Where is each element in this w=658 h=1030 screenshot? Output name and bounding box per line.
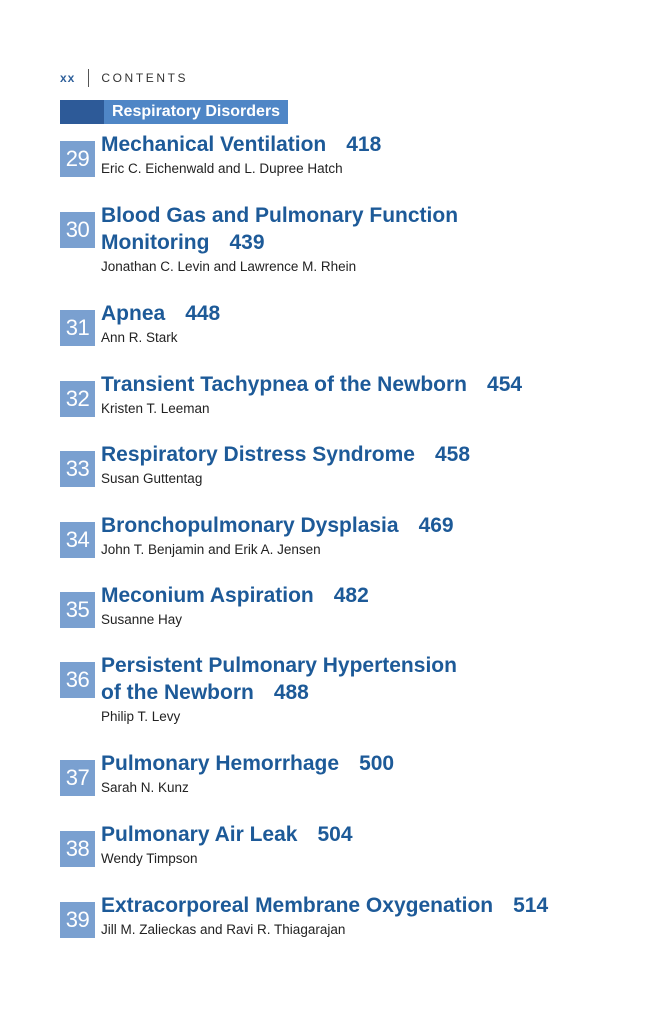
- chapter-body: [101, 512, 621, 559]
- chapter-number-badge: 37: [60, 760, 95, 796]
- chapter-page-number: 504: [317, 823, 353, 846]
- chapter-title-line: Mechanical Ventilation: [101, 133, 327, 156]
- chapter-title[interactable]: [101, 821, 621, 848]
- chapter-title-line: Respiratory Distress Syndrome: [101, 443, 415, 466]
- chapter-authors: Jonathan C. Levin and Lawrence M. Rhein: [101, 259, 357, 274]
- chapter-page-number: 454: [487, 373, 523, 396]
- chapter-authors: Ann R. Stark: [101, 330, 178, 345]
- chapter-number-badge: 31: [60, 310, 95, 346]
- chapter-number-badge: 34: [60, 522, 95, 558]
- chapter-number-badge: 35: [60, 592, 95, 628]
- chapter-body: [101, 750, 621, 797]
- chapter-title[interactable]: [101, 652, 621, 706]
- chapter-authors: Kristen T. Leeman: [101, 401, 210, 416]
- chapter-title[interactable]: [101, 582, 621, 609]
- header-label: CONTENTS: [101, 71, 189, 85]
- chapter-title[interactable]: [101, 892, 621, 919]
- chapter-body: [101, 202, 621, 276]
- chapter-body: [101, 300, 621, 347]
- running-head: [60, 68, 188, 88]
- chapter-page-number: 418: [346, 133, 382, 156]
- chapter-body: [101, 371, 621, 418]
- chapter-title[interactable]: [101, 750, 621, 777]
- chapter-title-line: Blood Gas and Pulmonary Function: [101, 204, 459, 227]
- chapter-number-badge: 36: [60, 662, 95, 698]
- chapter-title-line: Meconium Aspiration: [101, 584, 314, 607]
- chapter-page-number: 439: [229, 231, 265, 254]
- chapter-authors: Sarah N. Kunz: [101, 780, 189, 795]
- chapter-title-line: Apnea: [101, 302, 166, 325]
- chapter-page-number: 458: [434, 443, 471, 466]
- chapter-authors: Philip T. Levy: [101, 709, 181, 724]
- chapter-number-badge: 38: [60, 831, 95, 867]
- section-bar-accent: [60, 100, 104, 124]
- chapter-title-line: Persistent Pulmonary Hypertension: [101, 654, 457, 677]
- header-divider: [88, 69, 89, 87]
- chapter-body: [101, 652, 621, 726]
- chapter-page-number: 469: [418, 514, 454, 537]
- chapter-authors: Susan Guttentag: [101, 471, 203, 486]
- chapter-body: [101, 441, 621, 488]
- section-title: Respiratory Disorders: [104, 100, 288, 124]
- chapter-page-number: 488: [273, 681, 309, 704]
- chapter-body: [101, 821, 621, 868]
- chapter-number-badge: 29: [60, 141, 95, 177]
- chapter-number-badge: 30: [60, 212, 95, 248]
- chapter-page-number: 448: [185, 302, 221, 325]
- chapter-title[interactable]: [101, 202, 621, 256]
- chapter-title-line: Bronchopulmonary Dysplasia: [101, 514, 399, 537]
- chapter-page-number: 514: [513, 894, 549, 917]
- page-folio: xx: [60, 71, 76, 85]
- chapter-body: [101, 131, 621, 178]
- chapter-title-line: Pulmonary Hemorrhage: [101, 752, 340, 775]
- chapter-authors: Susanne Hay: [101, 612, 183, 627]
- chapter-number-badge: 33: [60, 451, 95, 487]
- chapter-authors: John T. Benjamin and Erik A. Jensen: [101, 542, 321, 557]
- chapter-body: [101, 892, 621, 939]
- chapter-title-line: Monitoring: [101, 231, 210, 254]
- chapter-title[interactable]: [101, 131, 621, 158]
- chapter-body: [101, 582, 621, 629]
- chapter-title-line: Extracorporeal Membrane Oxygenation: [101, 894, 494, 917]
- chapter-number-badge: 39: [60, 902, 95, 938]
- chapter-authors: Wendy Timpson: [101, 851, 198, 866]
- chapter-title-line: of the Newborn: [101, 681, 254, 704]
- chapter-page-number: 500: [359, 752, 395, 775]
- section-heading-bar: [60, 100, 288, 124]
- chapter-authors: Jill M. Zalieckas and Ravi R. Thiagarajan: [101, 922, 346, 937]
- chapter-title[interactable]: [101, 512, 621, 539]
- chapter-title-line: Pulmonary Air Leak: [101, 823, 298, 846]
- chapter-title-line: Transient Tachypnea of the Newborn: [101, 373, 468, 396]
- chapter-page-number: 482: [333, 584, 369, 607]
- chapter-number-badge: 32: [60, 381, 95, 417]
- chapter-title[interactable]: [101, 371, 621, 398]
- chapter-title[interactable]: [101, 300, 621, 327]
- chapter-title[interactable]: [101, 441, 621, 468]
- chapter-authors: Eric C. Eichenwald and L. Dupree Hatch: [101, 161, 343, 176]
